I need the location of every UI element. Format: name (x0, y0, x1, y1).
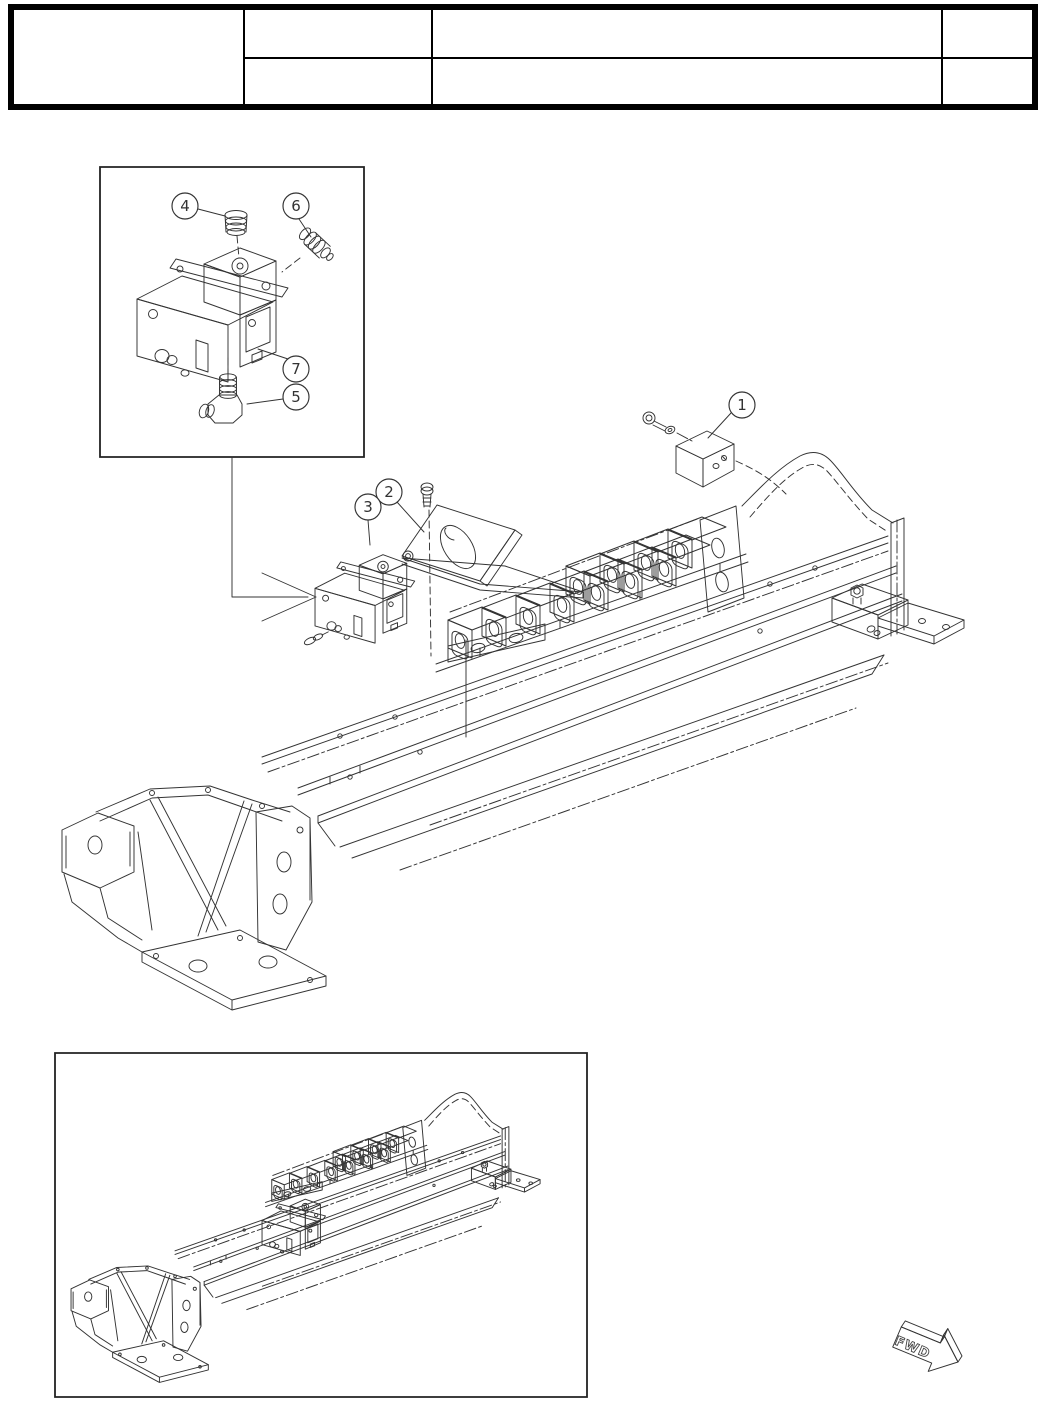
callout-5 (247, 384, 309, 410)
fwd-direction-arrow (892, 1321, 962, 1372)
inset-left-frame-drawing (71, 1266, 208, 1382)
valve-item3-drawing (315, 555, 415, 643)
callout-5-label: 5 (291, 388, 301, 406)
bracket-item2-drawing (402, 505, 583, 598)
block-item1-drawing (643, 412, 786, 494)
callout-1 (708, 392, 755, 438)
assembled-view-inset (55, 1053, 587, 1397)
fwd-label: FWD (892, 1333, 933, 1363)
callout-6-label: 6 (291, 197, 301, 215)
callout-7 (258, 349, 309, 382)
callout-4 (172, 193, 225, 219)
left-end-frame-drawing (62, 786, 326, 1010)
detail-inset (100, 167, 364, 621)
plug-item4-drawing (225, 211, 247, 259)
main-assembly-drawing (62, 392, 964, 1010)
callout-2-label: 2 (384, 483, 394, 501)
elbow-item5-drawing (198, 358, 242, 423)
bracket-screw-drawing (421, 483, 433, 656)
callout-3 (355, 494, 381, 545)
detail-leader-arrow (232, 457, 316, 621)
valve-item3-extras (303, 551, 413, 646)
fitting-item6-drawing (297, 225, 338, 264)
callout-1-label: 1 (737, 396, 747, 414)
assembled-inset-border (55, 1053, 587, 1397)
callout-3-label: 3 (363, 498, 373, 516)
callout-7-label: 7 (291, 360, 301, 378)
callout-4-label: 4 (180, 197, 190, 215)
callout-2 (376, 479, 424, 532)
callout-6 (283, 193, 311, 237)
